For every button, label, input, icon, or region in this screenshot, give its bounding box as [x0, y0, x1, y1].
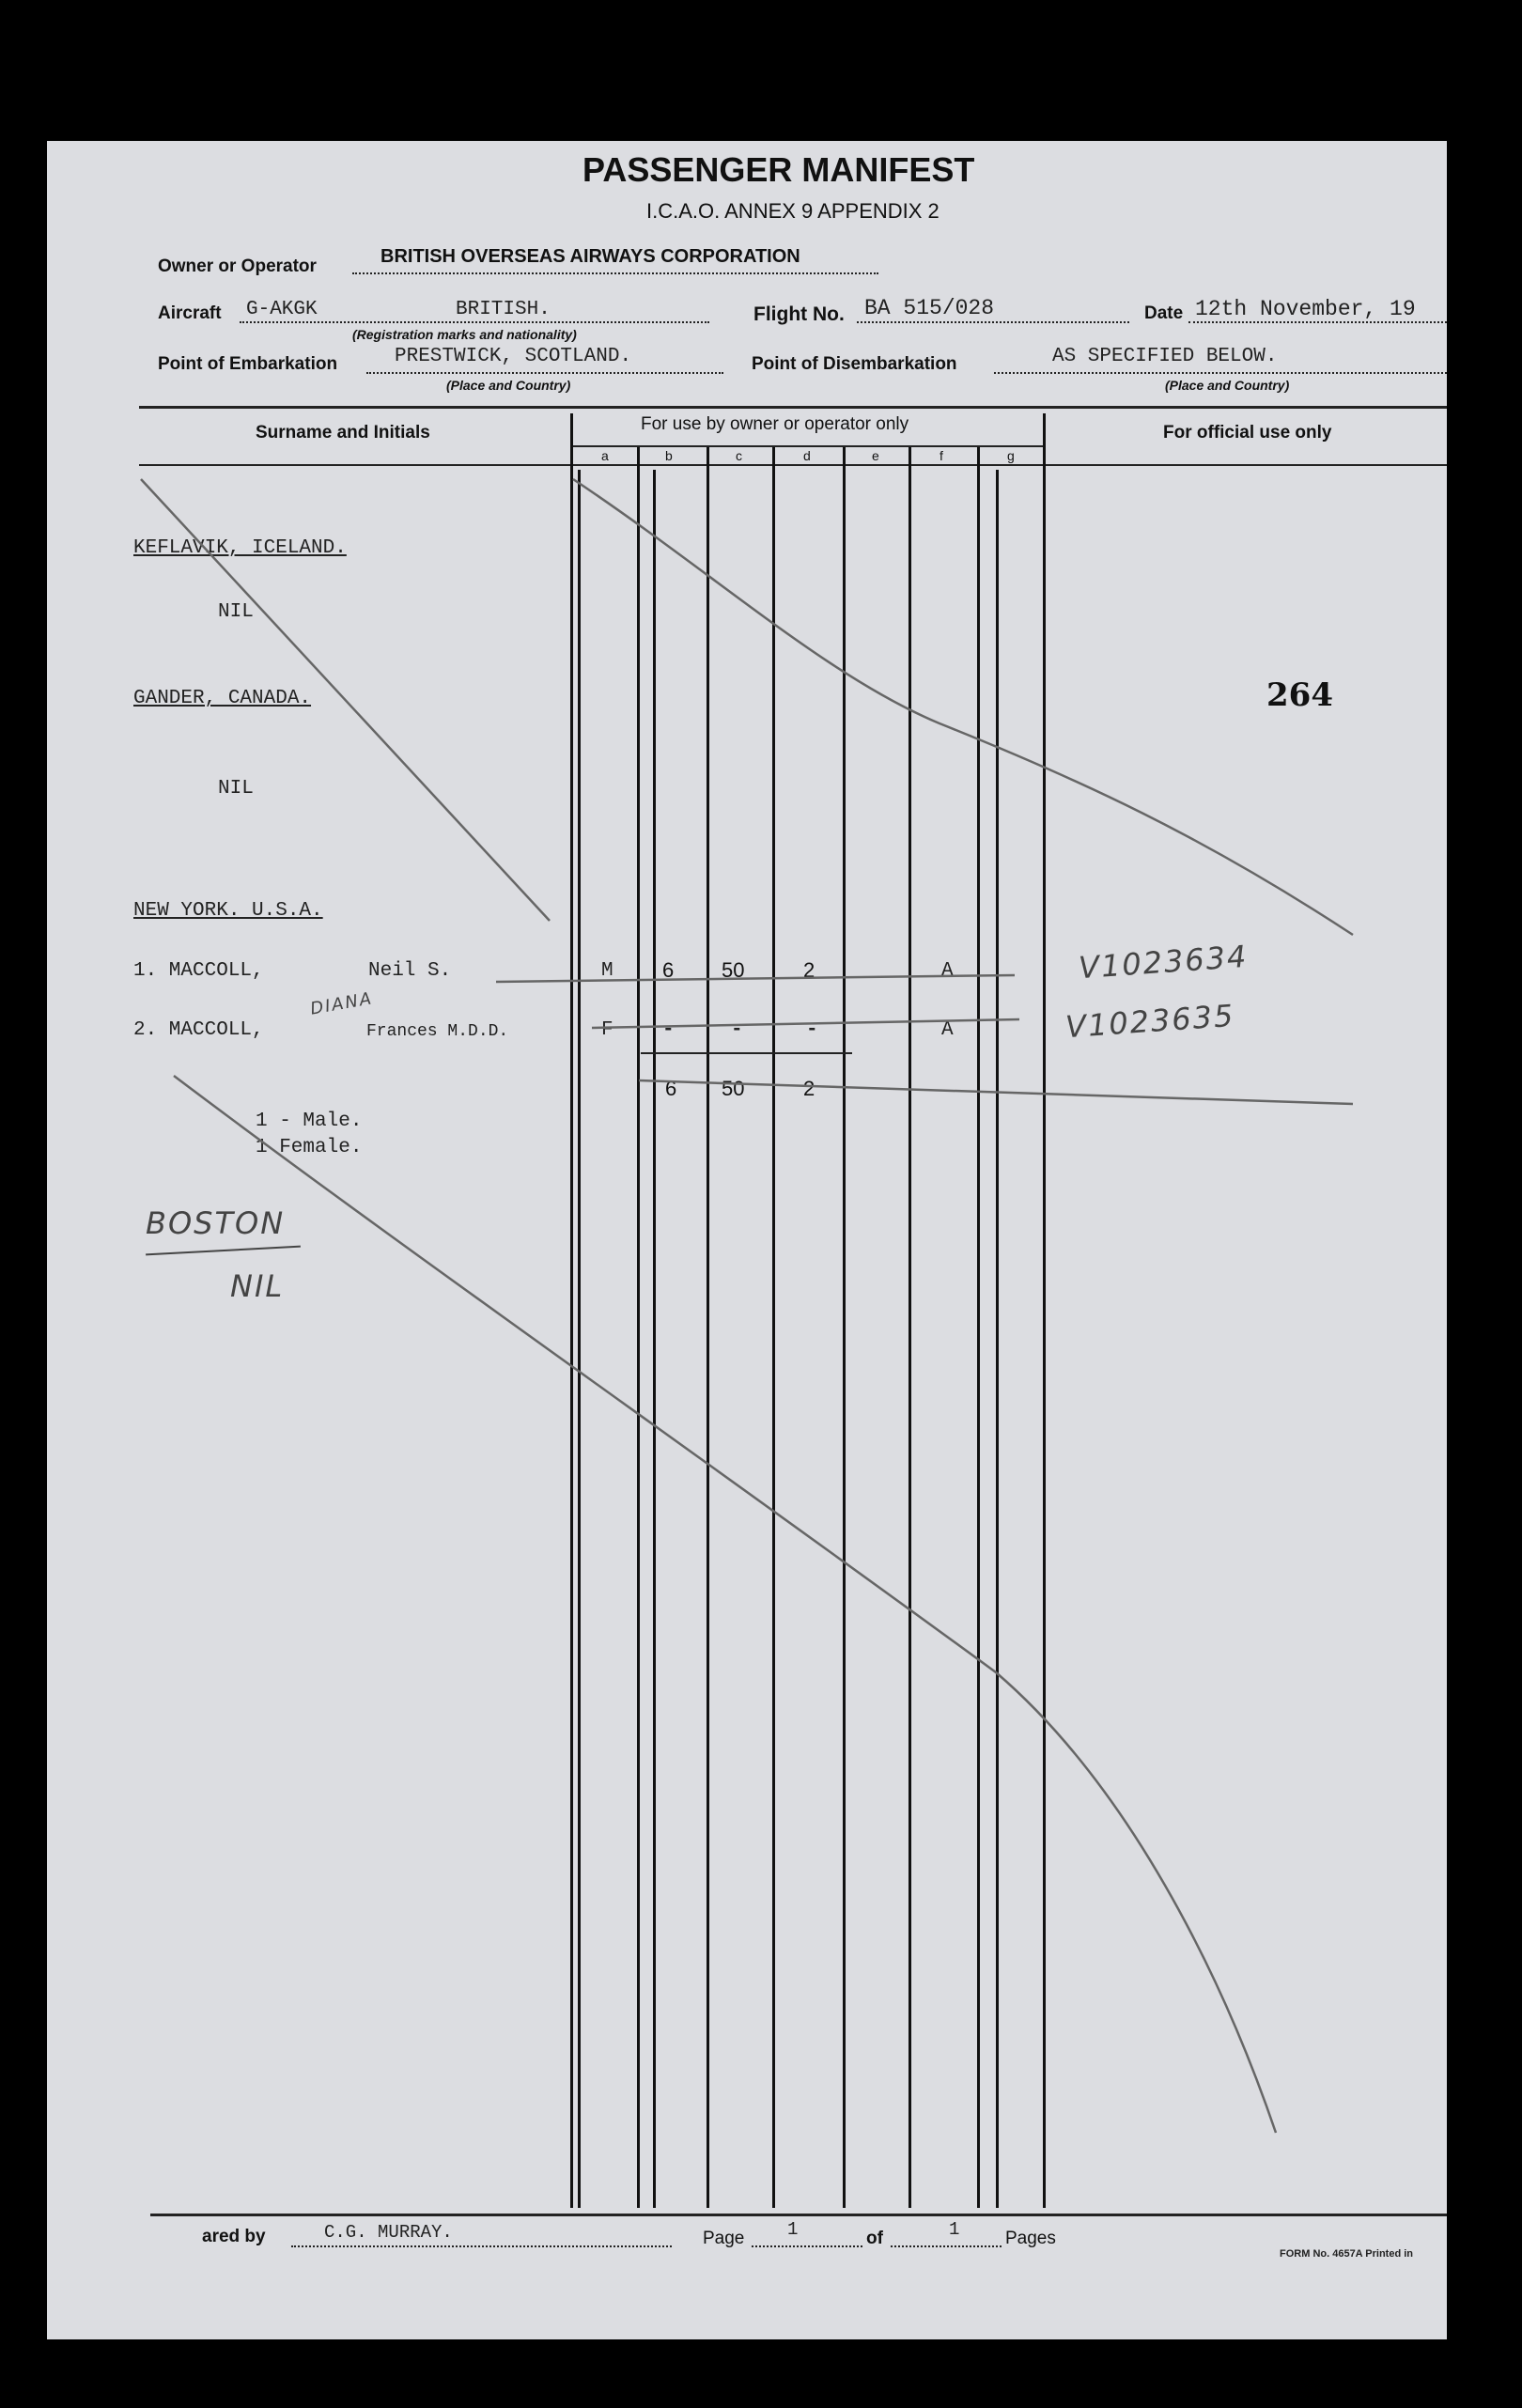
page-label: Page [703, 2229, 745, 2248]
passenger-col-d: - [806, 1019, 818, 1041]
nationality-value: BRITISH. [456, 299, 551, 320]
col-operator: For use by owner or operator only [641, 414, 909, 434]
page-value: 1 [787, 2219, 799, 2240]
total-col-d: 2 [803, 1077, 815, 1100]
aircraft-label: Aircraft [158, 303, 222, 323]
section-destination: GANDER, CANADA. [133, 688, 312, 709]
flight-value: BA 515/028 [864, 296, 995, 320]
pages-label: Pages [1005, 2229, 1056, 2248]
registration-note: (Registration marks and nationality) [352, 327, 577, 342]
passenger-surname: 1. MACCOLL, [133, 960, 264, 982]
passenger-surname: 2. MACCOLL, [133, 1019, 264, 1041]
prepared-label: ared by [202, 2227, 266, 2246]
embark-value: PRESTWICK, SCOTLAND. [395, 346, 632, 367]
summary-male: 1 - Male. [256, 1111, 363, 1132]
embark-label: Point of Embarkation [158, 354, 338, 374]
section-destination: KEFLAVIK, ICELAND. [133, 537, 347, 559]
col-official: For official use only [1163, 423, 1332, 443]
disembark-value: AS SPECIFIED BELOW. [1052, 346, 1278, 367]
total-col-c: 50 [722, 1077, 745, 1100]
passenger-col-b: - [662, 1019, 675, 1041]
disembark-note: (Place and Country) [1165, 378, 1290, 393]
passenger-col-f: A [941, 960, 954, 982]
form-subtitle: I.C.A.O. ANNEX 9 APPENDIX 2 [646, 199, 940, 223]
date-label: Date [1144, 303, 1184, 323]
subcol-b: b [665, 448, 673, 463]
passenger-visa-number: V1023635 [1064, 997, 1236, 1046]
subcol-c: c [736, 448, 742, 463]
aircraft-value: G-AKGK [246, 299, 318, 320]
disembark-label: Point of Disembarkation [752, 354, 957, 374]
summary-female: 1 Female. [256, 1137, 363, 1158]
passenger-col-c: 50 [722, 958, 745, 982]
passenger-given-name: Frances M.D.D. [366, 1022, 509, 1041]
passenger-col-d: 2 [803, 958, 815, 982]
subcol-g: g [1007, 448, 1015, 463]
footer-rule [150, 2214, 1447, 2216]
form-number: FORM No. 4657A Printed in [1280, 2248, 1414, 2260]
subcol-e: e [872, 448, 879, 463]
col-surname: Surname and Initials [256, 423, 430, 443]
owner-label: Owner or Operator [158, 256, 317, 276]
owner-value: BRITISH OVERSEAS AIRWAYS CORPORATION [380, 246, 800, 267]
passenger-col-b: 6 [662, 958, 675, 982]
section-entry: NIL [218, 601, 254, 623]
of-line [891, 2245, 1002, 2247]
total-col-b: 6 [665, 1077, 677, 1100]
of-value: 1 [949, 2219, 960, 2240]
embark-note: (Place and Country) [446, 378, 571, 393]
prepared-value: C.G. MURRAY. [324, 2222, 453, 2243]
passenger-given-name: Neil S. [368, 960, 452, 982]
passenger-col-c: - [731, 1019, 743, 1041]
page-line [752, 2245, 862, 2247]
date-value: 12th November, 19 [1195, 297, 1416, 321]
handwritten-destination: BOSTON [146, 1205, 286, 1241]
page-stamp-number: 264 [1266, 676, 1333, 714]
handwritten-entry: NIL [230, 1268, 285, 1304]
passenger-col-a: F [601, 1019, 613, 1041]
subcol-d: d [803, 448, 811, 463]
subcol-a: a [601, 448, 609, 463]
flight-label: Flight No. [753, 303, 845, 325]
section-destination: NEW YORK. U.S.A. [133, 900, 323, 922]
passenger-col-a: M [601, 960, 613, 982]
subcol-f: f [940, 448, 943, 463]
passenger-name-insert: DIANA [308, 988, 375, 1019]
passenger-visa-number: V1023634 [1077, 938, 1250, 987]
form-title: PASSENGER MANIFEST [582, 150, 975, 189]
section-entry: NIL [218, 778, 254, 800]
prepared-line [291, 2245, 672, 2247]
of-label: of [866, 2229, 883, 2248]
passenger-col-f: A [941, 1019, 954, 1041]
